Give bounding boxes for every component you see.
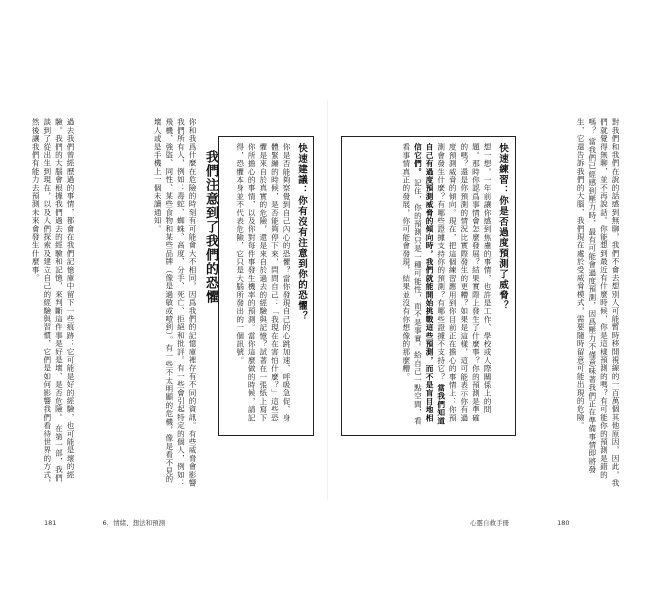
left-body-main: 你和我爲什麼在危險的時刻有可能會大不相同，因爲我們的記憶庫裡存有不同的資訊。有些威脅會影響我們所有人，例如：毒蛇、蜘蛛、高度、分手、死亡、拒絕和批評。有一些會引起特定的個人，例如：飛機、強盜、同性、某些食物和某些品牌（像是過敏或噎到）。有一些不太明顯的危機，像是看不見的壞人或是手機上一個未讀通知。 [153, 118, 197, 487]
right-exercise-box-body [347, 143, 493, 429]
left-body-paragraph-3: 在第一部，我們談到了從出生到現在，以及人們探索及建立自己的經驗與習慣，它們是如何影響我們看待世界的方式，然後讓我們有能力去預測未來會發生什麼事。 [31, 118, 64, 487]
right-body-main [537, 118, 621, 490]
left-page-footer [44, 518, 165, 527]
right-exercise-box [341, 136, 516, 436]
right-body-paragraph-2: 當我們已經感到壓力時，最有可能會過度預測，因爲壓力不僅意味著我們正在準備事情即將發生，它還告訴我們的大腦，我們現在處於受威脅模式，需要隨時留意可能出現的危險。 [576, 118, 597, 474]
right-exercise-emphasis: 當我們知道自己有過度預測威脅的傾向時，我們就能開始挑戰這些預測，而不是盲目地相信它們。 [413, 143, 446, 425]
page-gutter [327, 100, 328, 500]
left-page-number: 181 [44, 519, 57, 527]
left-page [31, 118, 314, 490]
left-tip-box [218, 136, 314, 436]
right-page [341, 118, 621, 490]
right-page-footer [470, 518, 570, 527]
right-exercise-box-title: 快速練習：你是否過度預測了威脅？ [497, 143, 508, 311]
right-page-number: 180 [557, 519, 570, 527]
left-section-title: 我們注意到了我們的恐懼 [203, 150, 218, 304]
left-body-paragraph-2: 過去我們曾經歷過的事情，都會在我們記憶庫中留下一些痕跡：它可能是好的經驗，也可能是壞的經驗。我們的大腦會根據我們過去的經驗和記憶，來判斷這件事是好是壞、是否危險。 [54, 118, 75, 479]
right-running-head: 心靈自救手冊 [470, 519, 509, 527]
right-exercise-text: 想一想，一年前讓你感到焦慮的事情，也許是工作、學校或人際關係上的問題。那時你認爲事情會怎麼發展？結果實際上發生了什麼事？你的預測是準確的嗎？還是你預測的情況比實際發生的更糟？如果是這樣，這可能表示你有過度預測威脅的傾向。現在，把這個練習應用到你目前正在擔心的事情上：你預測會發生什麼？有哪些證據支持你的預測？有哪些證據不支持它？ [436, 143, 492, 422]
left-running-head: 6．情緒、想法和預測 [102, 519, 166, 527]
left-tip-box-title: 快速建議：你有沒有注意到你的恐懼？ [296, 143, 307, 322]
left-tip-box-body: 你是否能夠察覺到自己內心的恐懼？當你發現自己的心跳加速、呼吸急促、身體緊繃的時候，是否能夠停下來，問問自己：「我現在在害怕什麼？」這些恐懼是來自於真實的危險，還是來自於過去的經驗與記憶？試著在一張紙上寫下你所擔心的事情，以及你對每件事發生機率的預測。當你這麼做的時候，請記得，恐懼本身並不代表危險，它只是大腦所發出的一個訊號。 [235, 143, 291, 422]
left-body-closing [31, 118, 76, 490]
right-exercise-after: 記住，你的預測只是一種可能性，而不是事實。給自己一點空間，看看事情真正的發展，你可能會發現，結果並沒有你想像的那麼糟。 [401, 143, 423, 425]
right-body-paragraph-1: 對我們和我們在說的話感到無聊，我們不會去想別人可能暫時移開視線的一百萬個其他原因，因此，我們就覺得無聊，並不再說話。你能想到最近有什麼時候，你是這樣預測的嗎？有可能你的預測是錯的嗎？ [587, 118, 620, 487]
